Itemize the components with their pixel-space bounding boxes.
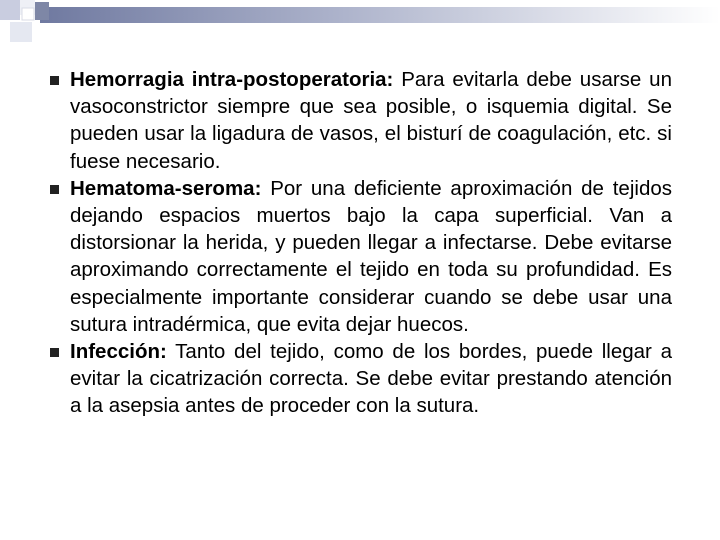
list-item <box>50 175 672 338</box>
square-bullet-icon <box>50 76 59 85</box>
deco-square-4 <box>22 8 34 20</box>
list-item <box>50 338 672 420</box>
item-term: Infección: <box>70 340 167 364</box>
deco-square-5 <box>35 2 49 20</box>
list-item <box>50 66 672 175</box>
bullet-list <box>50 66 672 420</box>
square-bullet-icon <box>50 348 59 357</box>
deco-square-3 <box>10 22 32 42</box>
square-bullet-icon <box>50 185 59 194</box>
header-band <box>40 7 720 23</box>
item-text: Por una deficiente aproximación de tejidos dejando espacios muertos bajo la capa superficial. Van a distorsionar la herida, y pueden llegar a infectarse. Debe evitarse aproximando correctamente el tejido en toda su profundidad. Es especialmente importante considerar cuando se debe usar una sutura intradérmica, que evita dejar huecos. <box>70 176 672 336</box>
item-term: Hemorragia intra-postoperatoria: <box>70 68 394 91</box>
header-decoration <box>0 0 720 50</box>
item-text: Para evitarla debe usarse un vasoconstrictor siempre que sea posible, o isquemia digital. Se pueden usar la ligadura de vasos, el bisturí de coagulación, etc. si fuese necesario. <box>70 68 672 173</box>
item-text: Tanto del tejido, como de los bordes, puede llegar a evitar la cicatrización correcta. Se debe evitar prestando atención a la asepsia antes de proceder con la sutura. <box>70 340 672 418</box>
item-term: Hematoma-seroma: <box>70 176 262 200</box>
deco-square-1 <box>0 0 20 20</box>
